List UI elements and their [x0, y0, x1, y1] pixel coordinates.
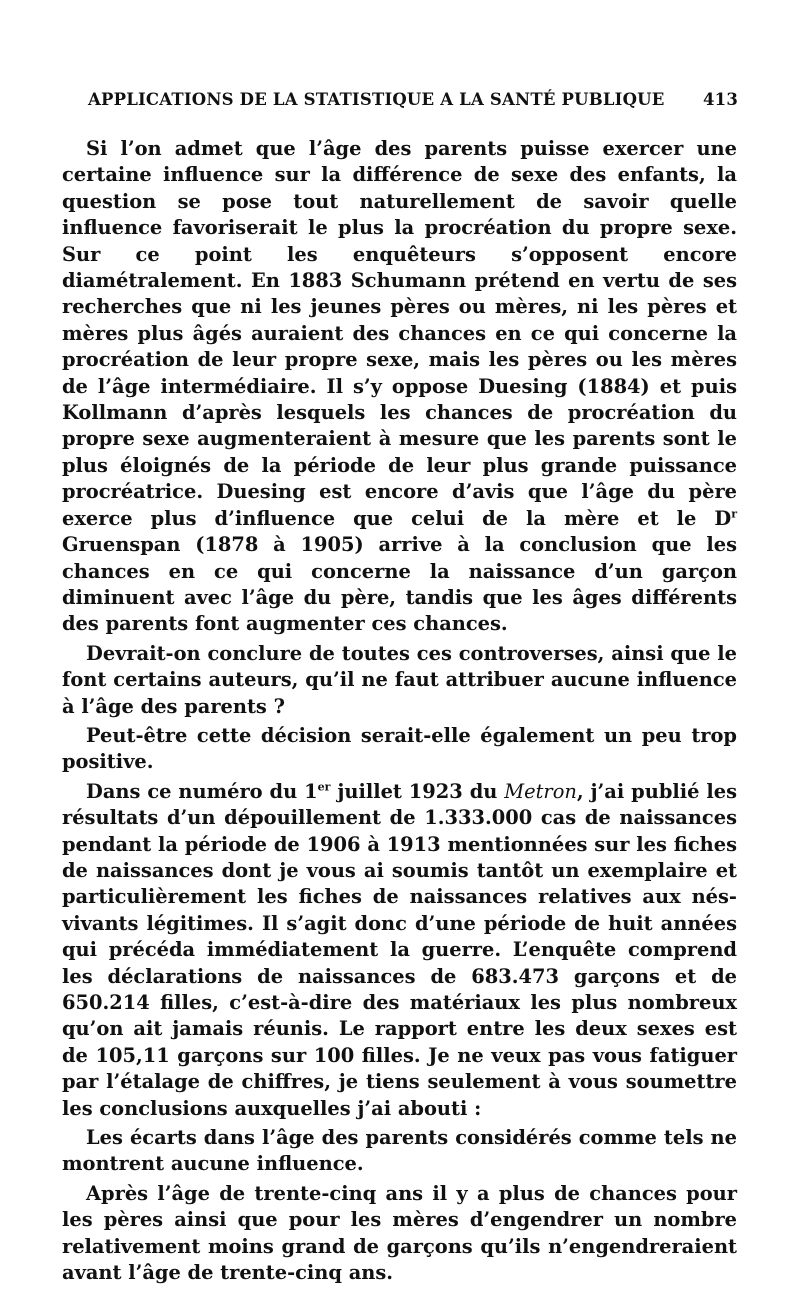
- running-header: [88, 90, 738, 116]
- date-superscript: er: [317, 780, 331, 794]
- paragraph-4: [62, 779, 737, 1122]
- running-title: APPLICATIONS DE LA STATISTIQUE A LA SANTÉ PUBLIQUE: [88, 90, 665, 109]
- paragraph-4-mid: juillet 1923 du: [330, 779, 505, 803]
- paragraph-1-text: Si l’on admet que l’âge des parents puisse exercer une certaine influence sur la différence de sexe des enfants, la question se pose tout naturellement de savoir quelle influence favoriserait le plus la procréation du propre sexe. Sur ce point les enquêteurs s’opposent encore diamétralement. En 1883 Schumann prétend en vertu de ses recherches que ni les jeunes pères ou mères, ni les pères et mères plus âgés auraient des chances en ce qui concerne la procréation de leur propre sexe, mais les pères ou les mères de l’âge intermédiaire. Il s’y oppose Duesing (1884) et puis Kollmann d’après lesquels les chances de procréation du propre sexe augmenteraient à mesure que les parents sont le plus éloignés de la période de leur plus grande puissance procréatrice. Duesing est encore d’avis que l’âge du père exerce plus d’influence que celui de la mère et le D: [62, 137, 737, 530]
- page-number: 413: [702, 90, 738, 109]
- body-text: [62, 136, 737, 1289]
- journal-title: Metron: [504, 779, 577, 803]
- paragraph-4-start: Dans ce numéro du 1: [86, 779, 318, 803]
- doctor-superscript: r: [731, 507, 737, 521]
- paragraph-5: Les écarts dans l’âge des parents considérés comme tels ne montrent aucune influence.: [62, 1126, 737, 1176]
- paragraph-1: [62, 136, 737, 638]
- paragraph-3: Peut-être cette décision serait-elle également un peu trop positive.: [62, 723, 737, 774]
- paragraph-6: Après l’âge de trente-cinq ans il y a plus de chances pour les pères ainsi que pour les mères d’engendrer un nombre relativement moins grand de garçons qu’ils n’engendreraient avant l’âge de trente-cinq ans.: [62, 1181, 737, 1285]
- paragraph-2: Devrait-on conclure de toutes ces controverses, ainsi que le font certains auteurs, qu’il ne faut attribuer aucune influence à l’âge des parents ?: [62, 641, 737, 718]
- paragraph-4-end: , j’ai publié les résultats d’un dépouillement de 1.333.000 cas de naissances pendant la période de 1906 à 1913 mentionnées sur les fiches de naissances dont je vous ai soumis tantôt un exemplaire et particulièrement les fiches de naissances relatives aux nés-vivants légitimes. Il s’agit donc d’une période de huit années qui précéda immédiatement la guerre. L’enquête comprend les déclarations de naissances de 683.473 garçons et de 650.214 filles, c’est-à-dire des matériaux les plus nombreux qu’on ait jamais réunis. Le rapport entre les deux sexes est de 105,11 garçons sur 100 filles. Je ne veux pas vous fatiguer par l’étalage de chiffres, je tiens seulement à vous soumettre les conclusions auxquelles j’ai abouti :: [62, 779, 738, 1120]
- paragraph-1-tail: Gruenspan (1878 à 1905) arrive à la conclusion que les chances en ce qui concerne la naissance d’un garçon diminuent avec l’âge du père, tandis que les âges différents des parents font augmenter ces chances.: [62, 533, 737, 636]
